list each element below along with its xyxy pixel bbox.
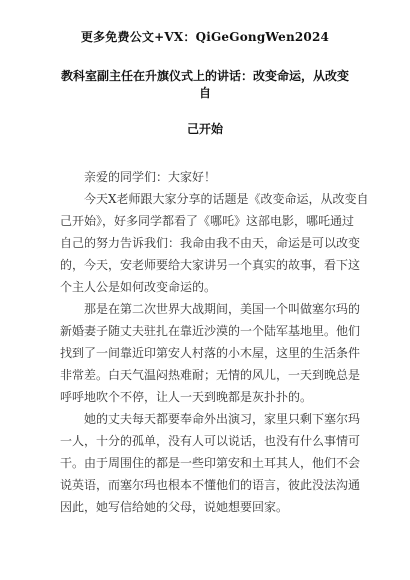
paragraph-line: 今天Ⅹ老师跟大家分享的话题是《改变命运，从改变自 — [84, 192, 369, 206]
greeting — [60, 166, 352, 188]
paragraph-line: 新婚妻子随丈夫驻扎在靠近沙漠的一个陆军基地里。他们 — [60, 324, 361, 338]
paragraph-line: 干。由于周围住的都是一些印第安和土耳其人，他们不会 — [60, 456, 361, 470]
paragraph-line: 己开始》，好多同学都看了《哪吒》这部电影，哪吒通过 — [60, 214, 355, 228]
paragraph-line: 个主人公是如何改变命运的。 — [60, 280, 217, 294]
paragraph-1 — [60, 188, 369, 298]
paragraph-line: 一人，十分的孤单，没有人可以说话，也没有什么事情可 — [60, 434, 361, 448]
paragraph-line: 呼呼地吹个不停，让人一天到晚都是灰扑扑的。 — [60, 390, 313, 404]
paragraph-line: 的，今天，安老师要给大家讲另一个真实的故事，看下这 — [60, 258, 361, 272]
paragraph-line: 找到了一间靠近印第安人村落的小木屋，这里的生活条件 — [60, 346, 361, 360]
paragraph-line: 她的丈夫每天都要奉命外出演习，家里只剩下塞尔玛 — [84, 412, 361, 426]
greeting-text: 亲爱的同学们：大家好！ — [84, 170, 217, 184]
paragraph-3 — [60, 408, 361, 518]
paragraph-line: 自己的努力告诉我们：我命由我不由天，命运是可以改变 — [60, 236, 361, 250]
document-title-line-1: 教科室副主任在升旗仪式上的讲话：改变命运，从改变自 — [60, 69, 349, 100]
watermark-header: 更多免费公文+VX：QiGeGongWen2024 — [80, 30, 330, 44]
paragraph-line: 那是在第二次世界大战期间，美国一个叫做塞尔玛的 — [84, 302, 361, 316]
paragraph-line: 说英语，而塞尔玛也根本不懂他们的语言，彼此没法沟通 — [60, 478, 361, 492]
paragraph-line: 非常差。白天气温闷热难耐；无情的风儿，一天到晚总是 — [60, 368, 361, 382]
document-title-line-2: 己开始 — [186, 122, 223, 136]
paragraph-line: 因此，她写信给她的父母，说她想要回家。 — [60, 500, 289, 514]
paragraph-2 — [60, 298, 361, 408]
